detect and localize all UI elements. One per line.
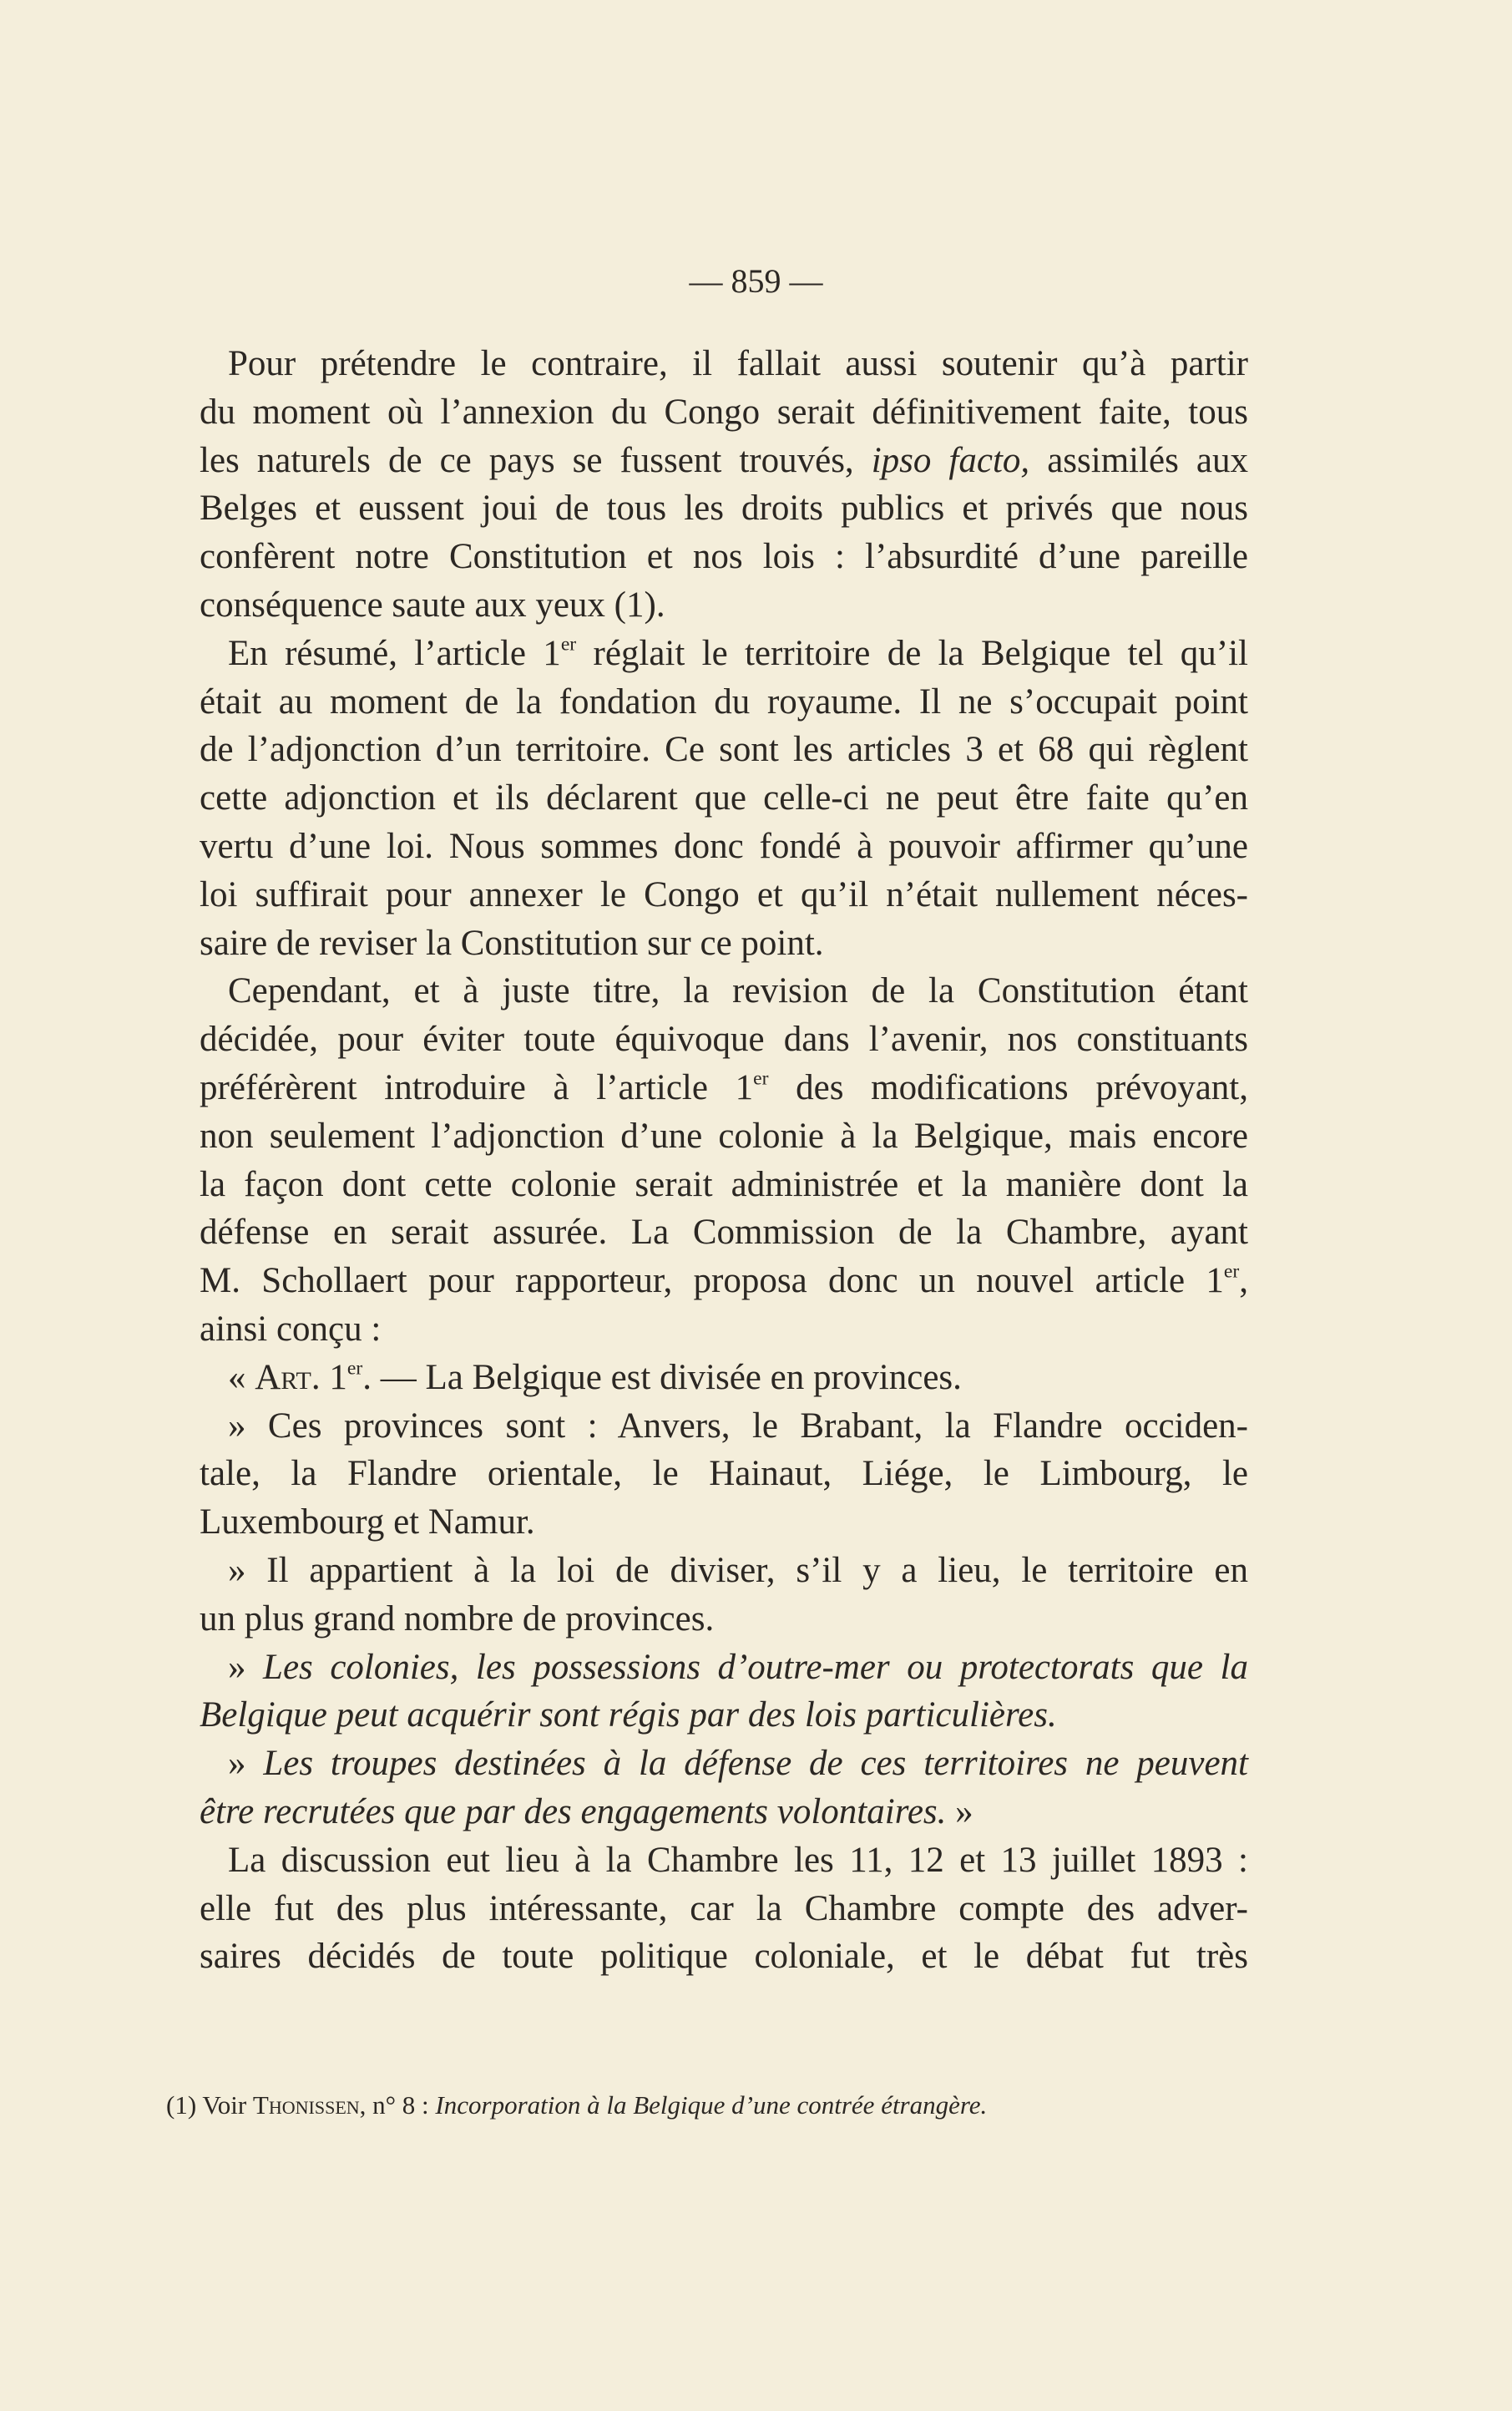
text-line [200, 1305, 1248, 1354]
text-line [200, 437, 1248, 485]
text-segment: de l’adjonction d’un territoire. Ce sont les articles 3 et 68 qui règlent [200, 730, 1248, 770]
text-segment: er [560, 633, 577, 656]
text-segment: réglait le territoire de la Belgique tel qu’il [576, 633, 1248, 673]
text-line [200, 1161, 1248, 1209]
text-line [200, 1257, 1248, 1305]
text-segment: er [753, 1067, 769, 1090]
text-segment: la façon dont cette colonie serait administrée et la manière dont la [200, 1164, 1248, 1204]
text-segment: La discussion eut lieu à la Chambre les 11, 12 et 13 juillet 1893 : [228, 1840, 1248, 1880]
text-segment: être recrutées que par des engagements volontaires. [200, 1791, 947, 1831]
text-segment: les naturels de ce pays se fussent trouvés, [200, 440, 872, 480]
text-segment: saires décidés de toute politique coloniale, et le débat fut très [200, 1937, 1248, 1977]
text-line [200, 630, 1248, 678]
text-line [200, 1354, 1248, 1402]
text-segment: Incorporation à la Belgique d’une contrée étrangère. [435, 2090, 988, 2120]
text-line [200, 1691, 1248, 1740]
text-segment: » [946, 1791, 973, 1831]
text-segment: conséquence saute aux yeux (1). [200, 585, 665, 625]
text-segment: Art. [255, 1357, 321, 1397]
text-line [200, 919, 1248, 968]
text-line [200, 1788, 1248, 1836]
body-text [200, 340, 1248, 1981]
text-line [200, 1064, 1248, 1112]
text-segment: » [228, 1744, 264, 1784]
text-segment: Luxembourg et Namur. [200, 1502, 535, 1542]
text-segment: décidée, pour éviter toute équivoque dans l’avenir, nos constituants [200, 1020, 1248, 1060]
text-segment: défense en serait assurée. La Commission de la Chambre, ayant [200, 1213, 1248, 1253]
text-segment: vertu d’une loi. Nous sommes donc fondé à pouvoir affirmer qu’une [200, 826, 1248, 866]
text-line [200, 1450, 1248, 1498]
text-segment: er [346, 1357, 363, 1379]
text-line [200, 581, 1248, 630]
text-line [200, 1498, 1248, 1547]
text-line [200, 678, 1248, 727]
text-segment: . — La Belgique est divisée en provinces. [362, 1357, 962, 1397]
text-line [200, 1595, 1248, 1644]
text-segment: , n° 8 : [359, 2090, 436, 2120]
text-segment: En résumé, l’article 1 [228, 633, 561, 673]
text-segment: Les troupes destinées à la défense de ces territoires ne peuvent [263, 1744, 1248, 1784]
text-segment: » Il appartient à la loi de diviser, s’il y a lieu, le territoire en [228, 1550, 1248, 1590]
text-line [200, 1644, 1248, 1692]
text-line [200, 484, 1248, 533]
text-segment: du moment où l’annexion du Congo serait définitivement faite, tous [200, 392, 1248, 432]
text-segment: M. Schollaert pour rapporteur, proposa donc un nouvel article 1 [200, 1261, 1224, 1301]
text-line [200, 774, 1248, 823]
text-segment: préférèrent introduire à l’article 1 [200, 1067, 754, 1107]
text-line [200, 1402, 1248, 1451]
text-segment: tale, la Flandre orientale, le Hainaut, Liége, le Limbourg, le [200, 1454, 1248, 1494]
text-line [200, 1885, 1248, 1933]
text-segment: ainsi conçu : [200, 1309, 382, 1349]
text-line [200, 1836, 1248, 1885]
text-segment: Belgique peut acquérir sont régis par des lois particulières. [200, 1695, 1057, 1735]
text-segment: cette adjonction et ils déclarent que celle-ci ne peut être faite qu’en [200, 778, 1248, 818]
text-segment: saire de reviser la Constitution sur ce point. [200, 923, 824, 963]
text-segment: Les colonies, les possessions d’outre-mer ou protectorats que la [263, 1647, 1248, 1687]
text-segment: » Ces provinces sont : Anvers, le Brabant, la Flandre occiden- [228, 1406, 1248, 1446]
text-segment: loi suffirait pour annexer le Congo et qu’il n’était nullement néces- [200, 874, 1248, 914]
text-segment: Belges et eussent joui de tous les droits publics et privés que nous [200, 489, 1248, 529]
text-line [200, 388, 1248, 437]
text-segment: » [228, 1647, 264, 1687]
text-line [200, 340, 1248, 388]
text-segment: Cependant, et à juste titre, la revision de la Constitution étant [228, 971, 1248, 1011]
text-segment: était au moment de la fondation du royaume. Il ne s’occupait point [200, 681, 1248, 722]
text-line [200, 1112, 1248, 1161]
text-segment: Pour prétendre le contraire, il fallait aussi soutenir qu’à partir [228, 344, 1248, 383]
text-line [200, 1547, 1248, 1595]
text-segment: confèrent notre Constitution et nos lois : l’absurdité d’une pareille [200, 537, 1248, 577]
text-segment: non seulement l’adjonction d’une colonie à la Belgique, mais encore [200, 1116, 1248, 1156]
text-line [200, 533, 1248, 581]
text-line [200, 1932, 1248, 1981]
text-segment: er [1223, 1260, 1240, 1283]
text-segment: assimilés aux [1029, 440, 1248, 480]
page-number: — 859 — [689, 262, 823, 300]
text-line [200, 823, 1248, 871]
text-line [200, 1740, 1248, 1788]
text-segment: des modifications prévoyant, [768, 1067, 1249, 1107]
text-line [200, 967, 1248, 1016]
text-segment: elle fut des plus intéressante, car la Chambre compte des adver- [200, 1888, 1248, 1928]
text-segment: un plus grand nombre de provinces. [200, 1598, 715, 1639]
text-segment: « [228, 1357, 255, 1397]
text-line [200, 871, 1248, 919]
text-segment: ipso facto, [871, 440, 1030, 480]
text-line [200, 1208, 1248, 1257]
text-line [200, 1016, 1248, 1064]
text-line [200, 726, 1248, 774]
text-segment: 1 [320, 1357, 347, 1397]
footnote [166, 2086, 1252, 2125]
text-segment: (1) Voir [166, 2090, 253, 2120]
text-segment: Thonissen [252, 2090, 360, 2120]
text-segment: , [1239, 1261, 1248, 1301]
